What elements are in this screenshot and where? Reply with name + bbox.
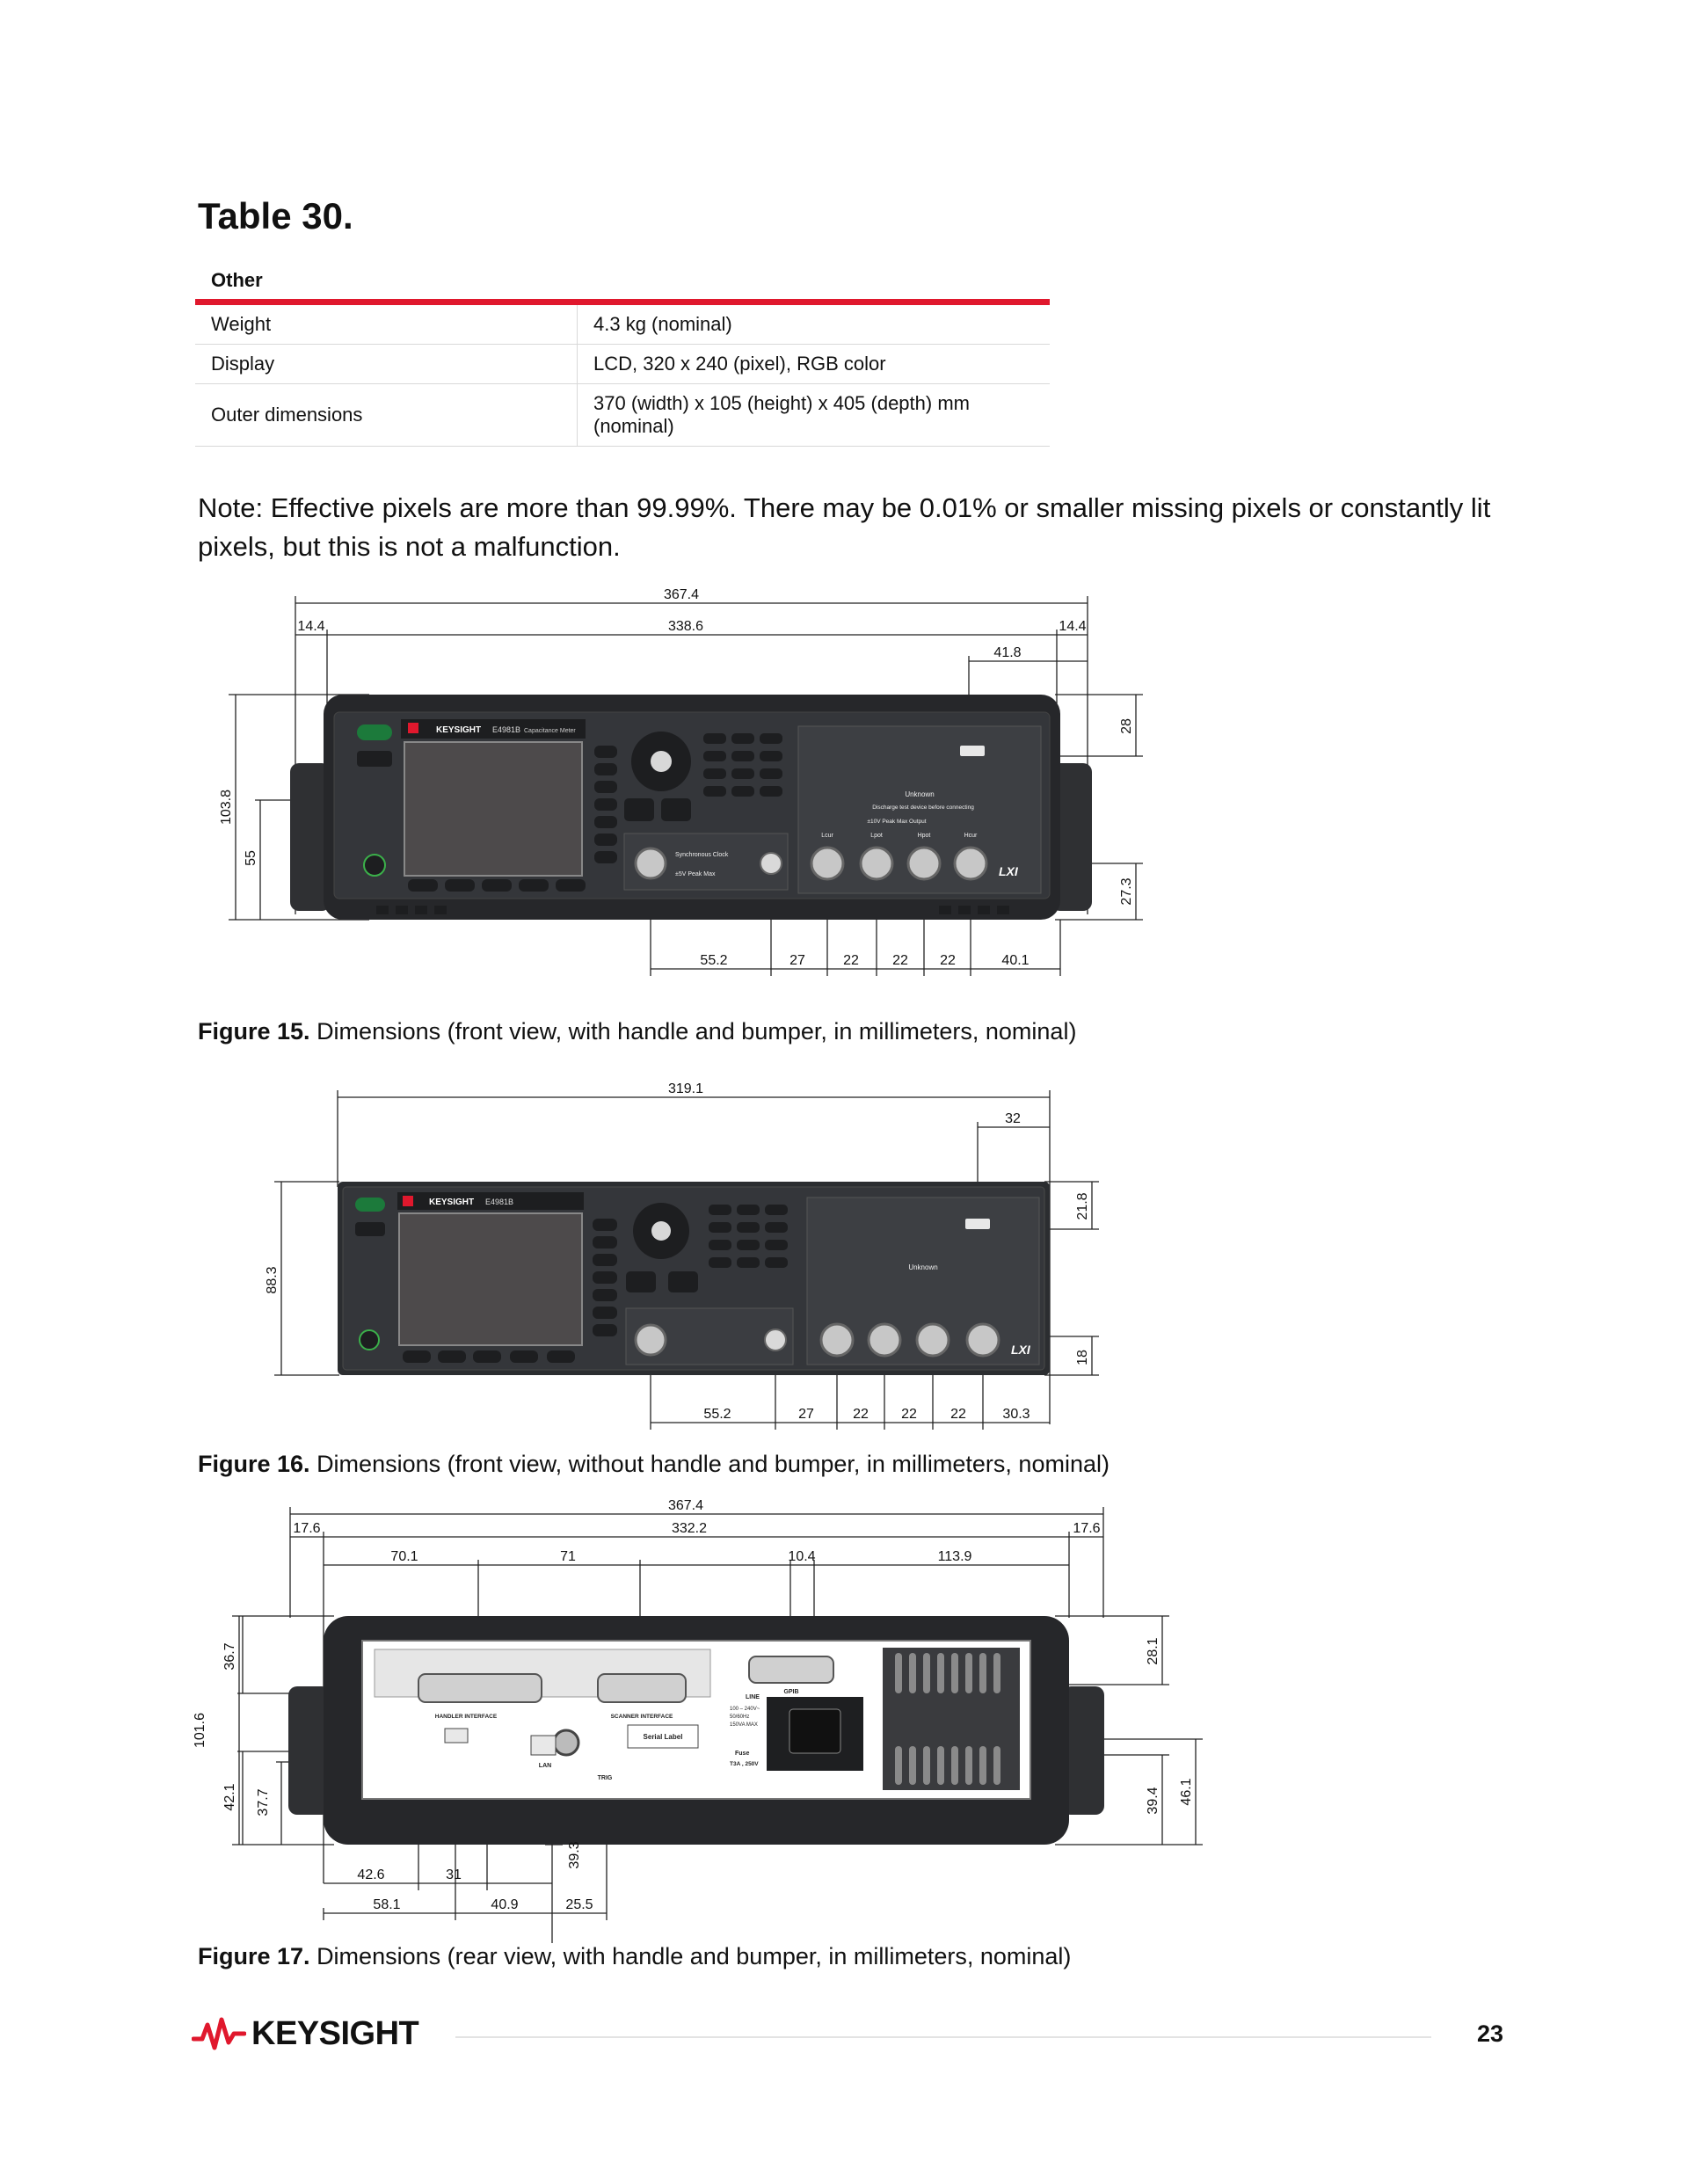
- note-text: Note: Effective pixels are more than 99.99%. There may be 0.01% or smaller missing pixels or constantly lit pixels, but this is not a malfunction.: [198, 492, 1491, 562]
- dim-height: 103.8: [219, 789, 234, 826]
- dim-bottom-2: 27: [789, 953, 805, 968]
- logo-text: KEYSIGHT: [251, 2014, 419, 2052]
- discharge-warning: Discharge test device before connecting: [872, 804, 974, 811]
- dim-bottom-3: 22: [843, 953, 859, 968]
- dim-mid-v: 39.3: [567, 1841, 582, 1869]
- dim-bottom-1: 55.2: [703, 1407, 731, 1422]
- serial-label: Serial Label: [643, 1733, 683, 1741]
- fuse-label: Fuse: [735, 1751, 750, 1757]
- terminal-hpot: Hpot: [917, 833, 931, 839]
- lan-label: LAN: [538, 1763, 552, 1769]
- figure-17-label: Figure 17.: [198, 1943, 310, 1969]
- terminal-lpot: Lpot: [870, 833, 883, 839]
- dim-total-width: 367.4: [667, 1498, 704, 1513]
- handler-interface-label: HANDLER INTERFACE: [434, 1714, 498, 1720]
- row-value: 4.3 kg (nominal): [578, 302, 1051, 345]
- dim-right-bumper: 14.4: [1059, 619, 1087, 634]
- sync-clock-label: Synchronous Clock: [675, 852, 729, 858]
- dim-right-bumper: 17.6: [1073, 1521, 1101, 1536]
- dim-bottom-3: 22: [853, 1407, 869, 1422]
- footer-divider: [455, 2036, 1431, 2038]
- dim-bottom2-1: 58.1: [373, 1897, 401, 1912]
- dim-bottom1-1: 42.6: [357, 1867, 385, 1882]
- dim-bottom-2: 27: [798, 1407, 814, 1422]
- dim-bottom-5: 22: [940, 953, 956, 968]
- dim-bottom-5: 22: [950, 1407, 966, 1422]
- dim-right-v2: 39.4: [1146, 1787, 1160, 1815]
- device-model: E4981B: [492, 725, 521, 734]
- dim-left-v4: 37.7: [256, 1788, 271, 1816]
- dim-row2-2: 71: [560, 1549, 576, 1564]
- dim-left-v2: 101.6: [193, 1712, 207, 1749]
- dim-left-bumper: 14.4: [297, 619, 325, 634]
- dim-right-v1: 28.1: [1146, 1637, 1160, 1665]
- device-model: E4981B: [485, 1198, 514, 1206]
- line-spec-2: 50/60Hz: [730, 1714, 750, 1720]
- figure-17-text: Dimensions (rear view, with handle and bumper, in millimeters, nominal): [316, 1943, 1072, 1969]
- lxi-logo: LXI: [1011, 1343, 1030, 1357]
- line-spec-1: 100 – 240V~: [730, 1707, 760, 1712]
- page-number: 23: [1477, 2020, 1504, 2047]
- dim-left-v1: 36.7: [222, 1642, 237, 1671]
- dim-row2-1: 70.1: [390, 1549, 418, 1564]
- figure-16-label: Figure 16.: [198, 1451, 310, 1477]
- dim-bottom-right: 27.3: [1119, 877, 1134, 906]
- gpib-label: GPIB: [783, 1689, 799, 1695]
- unknown-label: Unknown: [905, 790, 935, 798]
- figure-17-caption: [198, 1943, 1071, 1970]
- fuse-spec: T3A , 250V: [730, 1761, 759, 1767]
- dim-top-right: 21.8: [1075, 1192, 1090, 1220]
- dim-row2-4: 113.9: [937, 1549, 972, 1564]
- table-title: Table 30.: [198, 195, 353, 237]
- output-max: ±10V Peak Max Output: [867, 819, 927, 825]
- row-label: Weight: [195, 302, 578, 345]
- table-header: Other: [211, 269, 263, 291]
- line-spec-3: 150VA MAX: [730, 1722, 758, 1728]
- device-brand: KEYSIGHT: [429, 1198, 475, 1207]
- dim-usb-offset: 41.8: [993, 645, 1022, 660]
- line-label: LINE: [746, 1694, 760, 1700]
- dim-bottom-6: 30.3: [1002, 1407, 1030, 1422]
- dim-bottom-right: 18: [1075, 1350, 1090, 1365]
- dim-body-width: 332.2: [671, 1521, 708, 1536]
- row-value: 370 (width) x 105 (height) x 405 (depth) mm (nominal): [578, 384, 1051, 447]
- dim-usb-offset: 32: [1005, 1111, 1021, 1126]
- dim-bottom-4: 22: [901, 1407, 917, 1422]
- row-label: Outer dimensions: [195, 384, 578, 447]
- dim-left-v3: 42.1: [222, 1783, 237, 1811]
- dim-bottom1-2: 31: [446, 1867, 462, 1882]
- keysight-wave-icon: [192, 2016, 246, 2051]
- figure-15-text: Dimensions (front view, with handle and bumper, in millimeters, nominal): [316, 1018, 1077, 1045]
- dim-top-right: 28: [1119, 718, 1134, 734]
- footer-logo: [192, 2013, 418, 2054]
- dim-body-width: 338.6: [667, 619, 704, 634]
- dim-row2-3: 10.4: [788, 1549, 816, 1564]
- dim-total-width: 319.1: [667, 1081, 704, 1096]
- row-label: Display: [195, 345, 578, 384]
- dim-bottom-1: 55.2: [700, 953, 728, 968]
- dim-bottom-6: 40.1: [1001, 953, 1030, 968]
- dim-total-width: 367.4: [663, 587, 700, 602]
- dim-bottom-4: 22: [892, 953, 908, 968]
- instrument-rear: [288, 1616, 1104, 1845]
- device-brand: KEYSIGHT: [436, 725, 482, 735]
- row-value: LCD, 320 x 240 (pixel), RGB color: [578, 345, 1051, 384]
- dim-lower-height: 55: [244, 850, 258, 866]
- figure-15-label: Figure 15.: [198, 1018, 310, 1045]
- peak-max-label: ±5V Peak Max: [675, 871, 716, 877]
- dim-right-v3: 46.1: [1179, 1778, 1194, 1806]
- dim-left-bumper: 17.6: [293, 1521, 321, 1536]
- terminal-hcur: Hcur: [964, 833, 978, 839]
- dim-bottom2-2: 40.9: [491, 1897, 519, 1912]
- device-product: Capacitance Meter: [524, 728, 576, 734]
- lxi-logo: LXI: [999, 864, 1018, 878]
- terminal-lcur: Lcur: [821, 833, 833, 839]
- scanner-interface-label: SCANNER INTERFACE: [610, 1714, 673, 1720]
- trig-label: TRIG: [597, 1775, 613, 1781]
- dim-height: 88.3: [265, 1266, 280, 1294]
- figure-16-text: Dimensions (front view, without handle and bumper, in millimeters, nominal): [316, 1451, 1110, 1477]
- dim-bottom2-3: 25.5: [565, 1897, 593, 1912]
- unknown-label: Unknown: [908, 1263, 938, 1271]
